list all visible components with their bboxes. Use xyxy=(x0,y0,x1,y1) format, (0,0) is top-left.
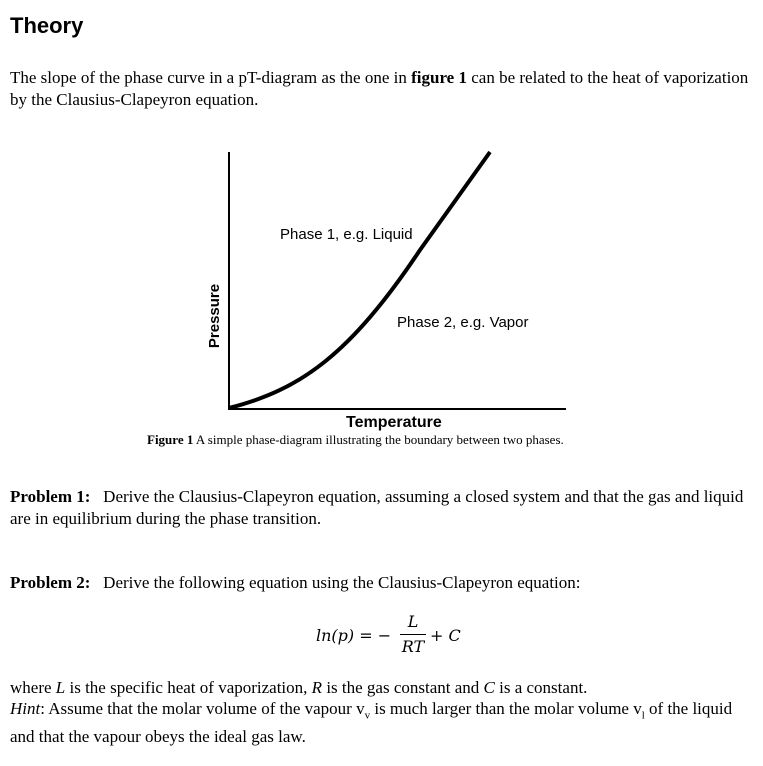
problem-2-label: Problem 2: xyxy=(10,573,91,592)
hint-text-1: : Assume that the molar volume of the vapour v xyxy=(40,699,365,718)
equation-denominator: RT xyxy=(401,637,425,656)
figure-reference: figure 1 xyxy=(411,68,467,87)
where-text-3: is the gas constant and xyxy=(322,678,484,697)
problem-2 xyxy=(10,572,760,594)
phase-boundary-curve xyxy=(229,152,490,408)
phase-diagram-figure xyxy=(0,140,763,460)
y-axis-label: Pressure xyxy=(206,283,223,349)
equation-fraction xyxy=(400,612,426,656)
intro-paragraph xyxy=(10,67,760,111)
problem-2-text: Derive the following equation using the Clausius-Clapeyron equation: xyxy=(103,573,581,592)
section-heading: Theory xyxy=(10,13,84,38)
phase2-label: Phase 2, e.g. Vapor xyxy=(397,314,529,331)
subscript-v: v xyxy=(364,709,371,722)
phase1-label: Phase 1, e.g. Liquid xyxy=(280,226,413,243)
hint-label: Hint xyxy=(10,699,41,718)
equation-lhs: ln(p) = − xyxy=(316,626,392,645)
where-text-2: is the specific heat of vaporization, xyxy=(65,678,312,697)
hint-text-2: is much larger than the molar volume v xyxy=(370,699,642,718)
hint-text-3: of the liquid and that the vapour obeys the ideal gas law. xyxy=(10,699,733,747)
symbol-L: L xyxy=(55,678,66,697)
equation-rhs: + C xyxy=(430,626,461,645)
phase-diagram xyxy=(0,140,763,460)
equation-numerator: L xyxy=(407,612,419,631)
symbol-C: C xyxy=(483,678,495,697)
caption-text: A simple phase-diagram illustrating the boundary between two phases. xyxy=(193,432,564,447)
caption-label: Figure 1 xyxy=(147,432,194,447)
x-axis-label: Temperature xyxy=(346,414,442,431)
problem-1-label: Problem 1: xyxy=(10,487,91,506)
intro-text-end: can be related to the heat of vaporization by the Clausius-Clapeyron equation. xyxy=(10,68,749,109)
subscript-l: l xyxy=(641,709,645,722)
closing-paragraph xyxy=(10,677,760,747)
symbol-R: R xyxy=(311,678,323,697)
where-text-1: where xyxy=(10,678,56,697)
problem-1 xyxy=(10,486,760,530)
where-text-4: is a constant. xyxy=(494,678,588,697)
figure-caption xyxy=(147,432,564,448)
problem-1-text: Derive the Clausius-Clapeyron equation, assuming a closed system and that the gas and liquid are in equilibrium during the phase transition. xyxy=(10,487,744,528)
intro-text-start: The slope of the phase curve in a pT-diagram as the one in xyxy=(10,68,412,87)
fraction-bar xyxy=(400,634,426,635)
